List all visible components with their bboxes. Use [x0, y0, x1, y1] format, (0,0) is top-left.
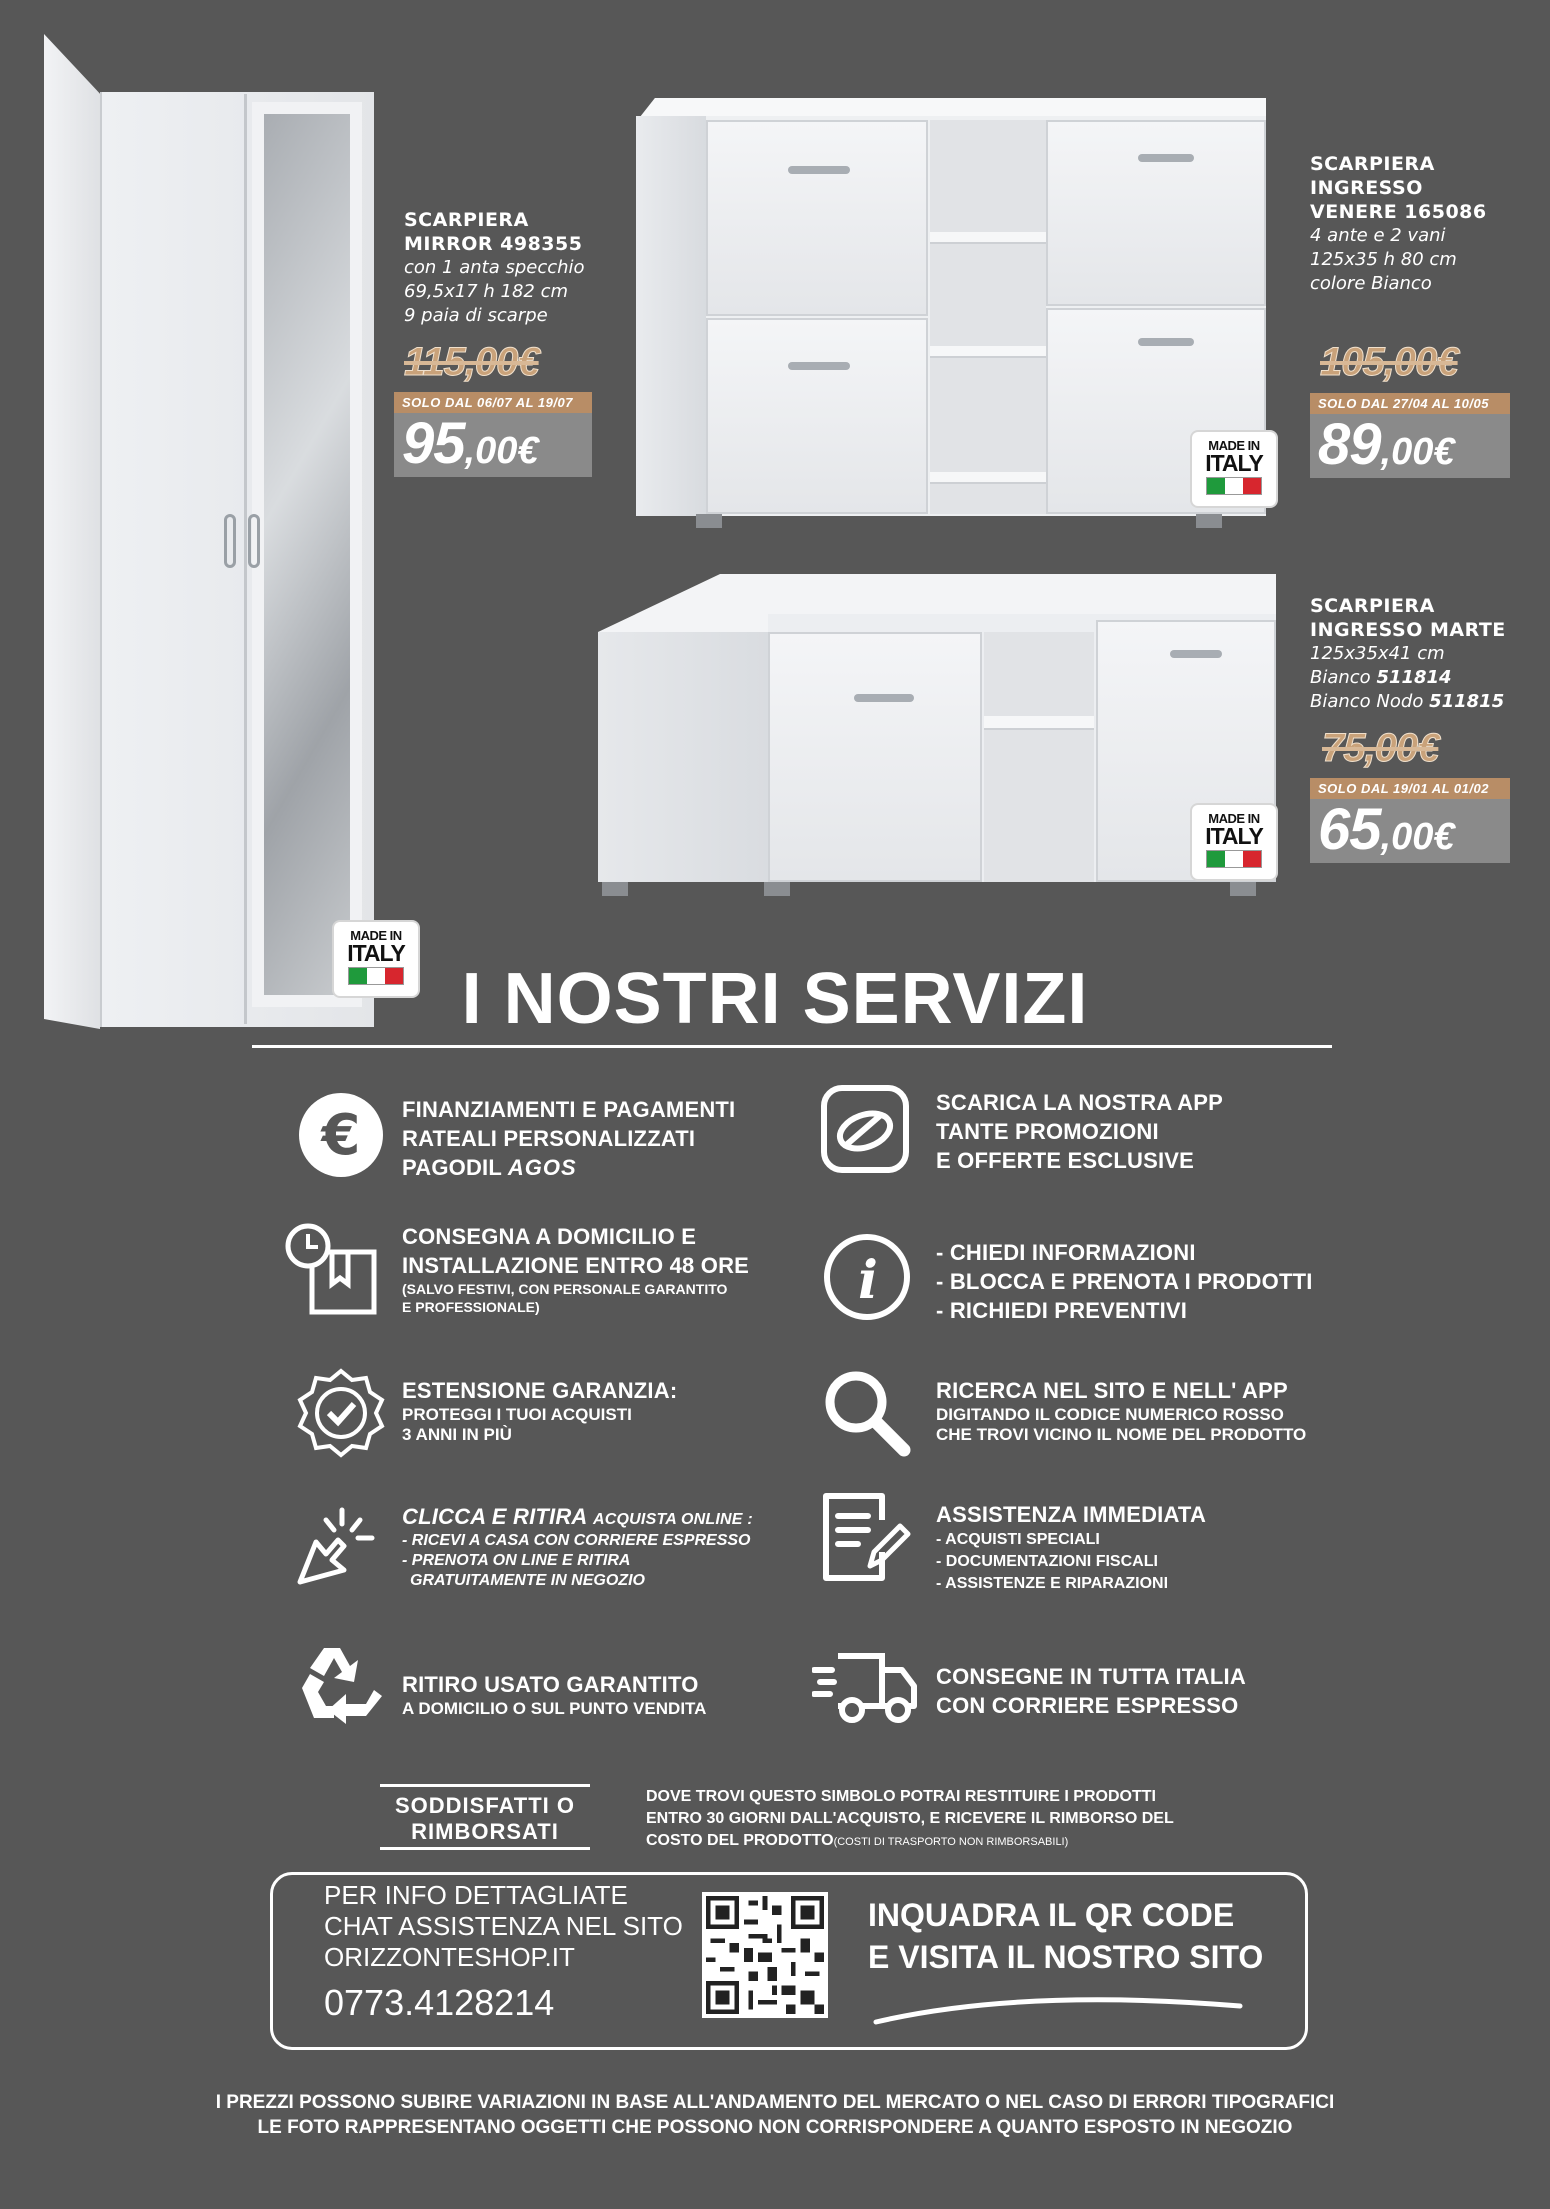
swoosh-decoration — [872, 1992, 1244, 2026]
price-box — [1310, 778, 1510, 863]
recycle-icon — [294, 1638, 384, 1728]
phone-number[interactable]: 0773.4128214 — [324, 1982, 555, 2023]
svg-text:€: € — [321, 1103, 361, 1168]
services-title: I NOSTRI SERVIZI — [461, 959, 1089, 1039]
current-price: 65,00€ — [1318, 797, 1455, 862]
website-link[interactable]: ORIZZONTESHOP.IT — [324, 1942, 575, 1972]
service-financing: FINANZIAMENTI E PAGAMENTI RATEALI PERSONALIZZATI PAGODIL AGOS — [402, 1097, 736, 1180]
qr-call-to-action: INQUADRA IL QR CODE E VISITA IL NOSTRO SITO — [868, 1897, 1264, 1975]
svg-text:i: i — [858, 1250, 878, 1311]
info-icon — [822, 1232, 912, 1322]
made-in-italy-badge: MADE IN ITALY — [1192, 805, 1276, 879]
venere-shoe-cabinet-image — [636, 98, 1266, 530]
truck-icon — [812, 1640, 920, 1730]
price-box — [1310, 393, 1510, 478]
made-in-italy-badge: MADE IN ITALY — [334, 922, 418, 996]
app-icon — [820, 1084, 910, 1174]
product-name: INGRESSO — [1310, 177, 1423, 199]
old-price: 115,00€ — [404, 340, 539, 384]
offer-dates: SOLO DAL 06/07 AL 19/07 — [394, 392, 592, 413]
contact-info: PER INFO DETTAGLIATE CHAT ASSISTENZA NEL SITO ORIZZONTESHOP.IT — [324, 1880, 683, 1972]
marte-shoe-cabinet-image — [598, 574, 1276, 896]
product-mirror-info: SCARPIERA MIRROR 498355 con 1 anta specchio 69,5x17 h 182 cm 9 paia di scarpe — [404, 209, 585, 326]
product-name: INGRESSO MARTE — [1310, 619, 1506, 641]
product-venere-info: SCARPIERA INGRESSO VENERE 165086 4 ante e 2 vani 125x35 h 80 cm colore Bianco — [1310, 153, 1487, 294]
service-assistance: ASSISTENZA IMMEDIATA - ACQUISTI SPECIALI - DOCUMENTAZIONI FISCALI - ASSISTENZE E RIPARAZIONI — [936, 1502, 1207, 1592]
service-shipping: CONSEGNE IN TUTTA ITALIA CON CORRIERE ESPRESSO — [936, 1664, 1246, 1718]
refund-policy-text: DOVE TROVI QUESTO SIMBOLO POTRAI RESTITUIRE I PRODOTTI ENTRO 30 GIORNI DALL'ACQUISTO, E RICEVERE IL RIMBORSO DEL COSTO DEL PRODOTTO(COSTI DI TRASPORTO NON RIMBORSABILI) — [646, 1788, 1174, 1849]
clock-box-icon — [284, 1222, 380, 1318]
product-name: SCARPIERA — [1310, 153, 1435, 175]
offer-dates: SOLO DAL 27/04 AL 10/05 — [1310, 393, 1510, 414]
badge-check-icon — [296, 1368, 386, 1458]
service-click-collect: CLICCA E RITIRA ACQUISTA ONLINE : - RICEVI A CASA CON CORRIERE ESPRESSO - PRENOTA ON LINE E RITIRA GRATUITAMENTE IN NEGOZIO — [402, 1504, 753, 1589]
service-warranty: ESTENSIONE GARANZIA: PROTEGGI I TUOI ACQUISTI 3 ANNI IN PIÙ — [402, 1378, 678, 1444]
disclaimer: I PREZZI POSSONO SUBIRE VARIAZIONI IN BASE ALL'ANDAMENTO DEL MERCATO O NEL CASO DI ERRORI TIPOGRAFICI LE FOTO RAPPRESENTANO OGGETTI CHE POSSONO NON CORRISPONDERE A QUANTO ESPOSTO IN NEGOZIO — [215, 2092, 1335, 2138]
current-price: 89,00€ — [1318, 412, 1455, 477]
product-name: SCARPIERA — [1310, 595, 1435, 617]
product-name: VENERE 165086 — [1310, 201, 1487, 223]
product-name: MIRROR 498355 — [404, 233, 583, 255]
price-box — [394, 392, 592, 477]
cursor-click-icon — [290, 1502, 380, 1592]
magnifier-icon — [820, 1366, 912, 1458]
agos-logo: AGOS — [507, 1155, 577, 1180]
current-price: 95,00€ — [402, 411, 539, 476]
offer-dates: SOLO DAL 19/01 AL 01/02 — [1310, 778, 1510, 799]
satisfied-or-refunded-badge: SODDISFATTI O RIMBORSATI — [380, 1784, 590, 1850]
service-info: - CHIEDI INFORMAZIONI - BLOCCA E PRENOTA I PRODOTTI - RICHIEDI PREVENTIVI — [936, 1240, 1313, 1323]
qr-code[interactable] — [702, 1892, 828, 2018]
euro-icon — [296, 1090, 386, 1180]
document-pen-icon — [818, 1490, 914, 1586]
service-search: RICERCA NEL SITO E NELL' APP DIGITANDO IL CODICE NUMERICO ROSSO CHE TROVI VICINO IL NOME DEL PRODOTTO — [936, 1378, 1307, 1444]
product-name: SCARPIERA — [404, 209, 529, 231]
made-in-italy-badge: MADE IN ITALY — [1192, 432, 1276, 506]
service-delivery: CONSEGNA A DOMICILIO E INSTALLAZIONE ENTRO 48 ORE (SALVO FESTIVI, CON PERSONALE GARANTITO E PROFESSIONALE) — [402, 1224, 750, 1315]
mirror-shoe-cabinet-image — [44, 34, 374, 1029]
old-price: 75,00€ — [1322, 726, 1439, 770]
divider — [252, 1045, 1332, 1048]
product-marte-info: SCARPIERA INGRESSO MARTE 125x35x41 cm Bianco 511814 Bianco Nodo 511815 — [1310, 595, 1506, 712]
service-app: SCARICA LA NOSTRA APP TANTE PROMOZIONI E OFFERTE ESCLUSIVE — [936, 1090, 1223, 1173]
old-price: 105,00€ — [1320, 340, 1458, 384]
service-recycle: RITIRO USATO GARANTITO A DOMICILIO O SUL PUNTO VENDITA — [402, 1672, 707, 1718]
